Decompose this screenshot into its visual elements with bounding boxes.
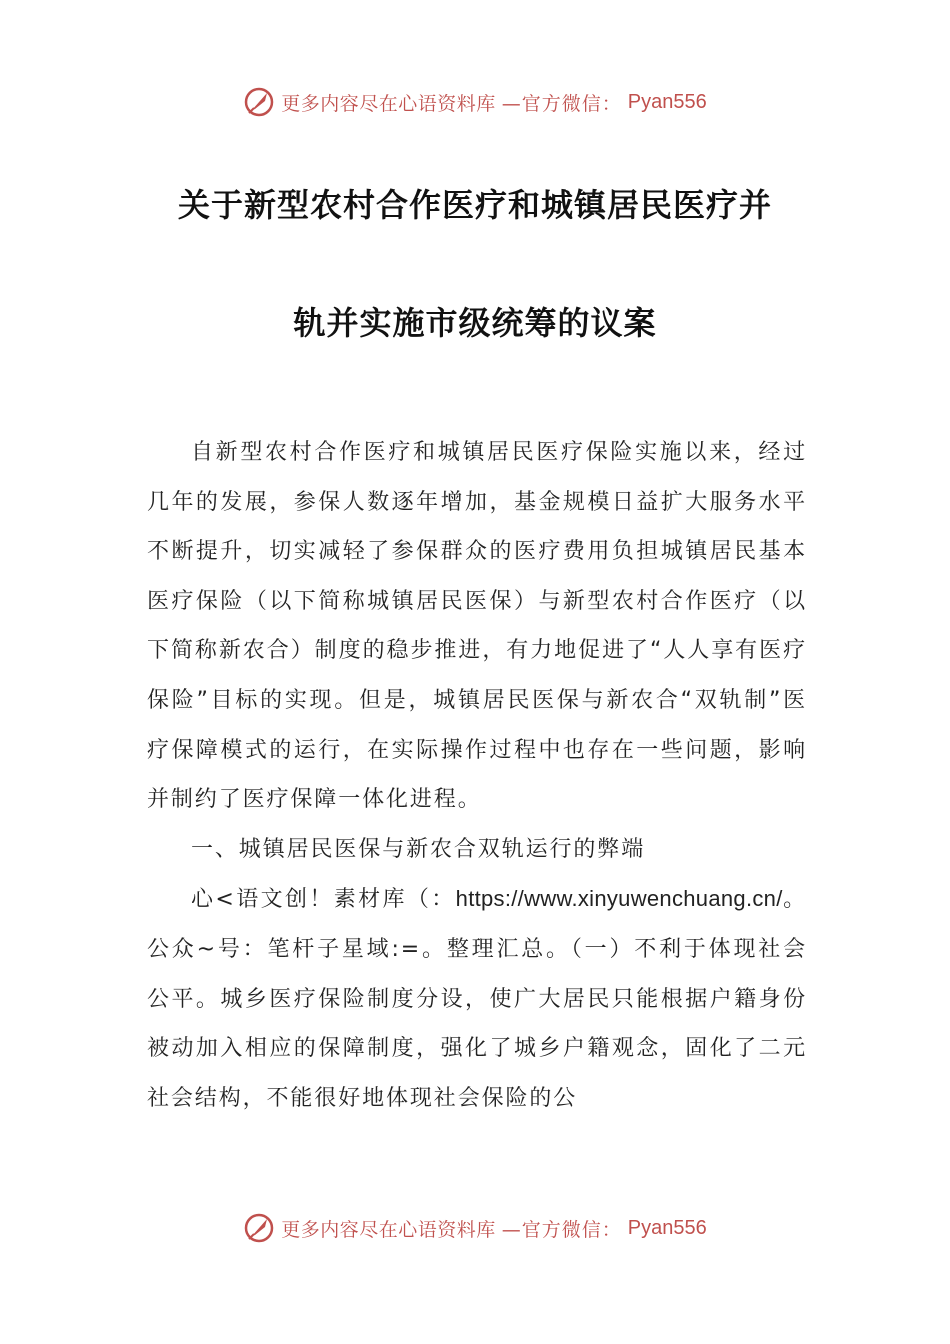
watermark-wechat-id: Pyan556 xyxy=(627,90,707,113)
section-heading-1: 一、城镇居民医保与新农合双轨运行的弊端 xyxy=(191,836,646,862)
watermark-wechat-id: Pyan556 xyxy=(627,1216,707,1239)
footer-watermark xyxy=(0,1212,950,1244)
source-url-link[interactable]: https://www.xinyuwenchuang.cn/ xyxy=(455,886,783,912)
source-note-paragraph xyxy=(147,874,807,1123)
source-note-prefix: 心<语文创！素材库（： xyxy=(191,887,456,913)
body-paragraph-1: 自新型农村合作医疗和城镇居民医疗保险实施以来，经过几年的发展，参保人数逐年增加，基金规模日益扩大服务水平不断提升，切实减轻了参保群众的医疗费用负担城镇居民基本医疗保险（以下简称城镇居民医保）与新型农村合作医疗（以下简称新农合）制度的稳步推进，有力地促进了“人人享有医疗保险”目标的实现。但是，城镇居民医保与新农合“双轨制”医疗保障模式的运行，在实际操作过程中也存在一些问题，影响并制约了医疗保障一体化进程。 xyxy=(147,440,807,813)
watermark-text: 更多内容尽在心语资料库 xyxy=(281,92,496,115)
quill-logo-icon xyxy=(243,1212,275,1244)
document-title-line-1: 关于新型农村合作医疗和城镇居民医疗并 xyxy=(177,186,772,224)
watermark-separator: —官方微信： xyxy=(501,1218,622,1241)
source-note-suffix: 。公众~号：笔杆子星域:=。整理汇总。（一）不利于体现社会公平。城乡医疗保险制度分设，使广大居民只能根据户籍身份被动加入相应的保障制度，强化了城乡户籍观念，固化了二元社会结构，不能很好地体现社会保险的公 xyxy=(147,887,807,1111)
watermark-text: 更多内容尽在心语资料库 xyxy=(281,1218,496,1241)
quill-logo-icon xyxy=(243,86,275,118)
header-watermark xyxy=(0,86,950,118)
document-title-line-2: 轨并实施市级统筹的议案 xyxy=(293,304,657,342)
watermark-separator: —官方微信： xyxy=(501,92,622,115)
document-body xyxy=(147,428,807,1123)
